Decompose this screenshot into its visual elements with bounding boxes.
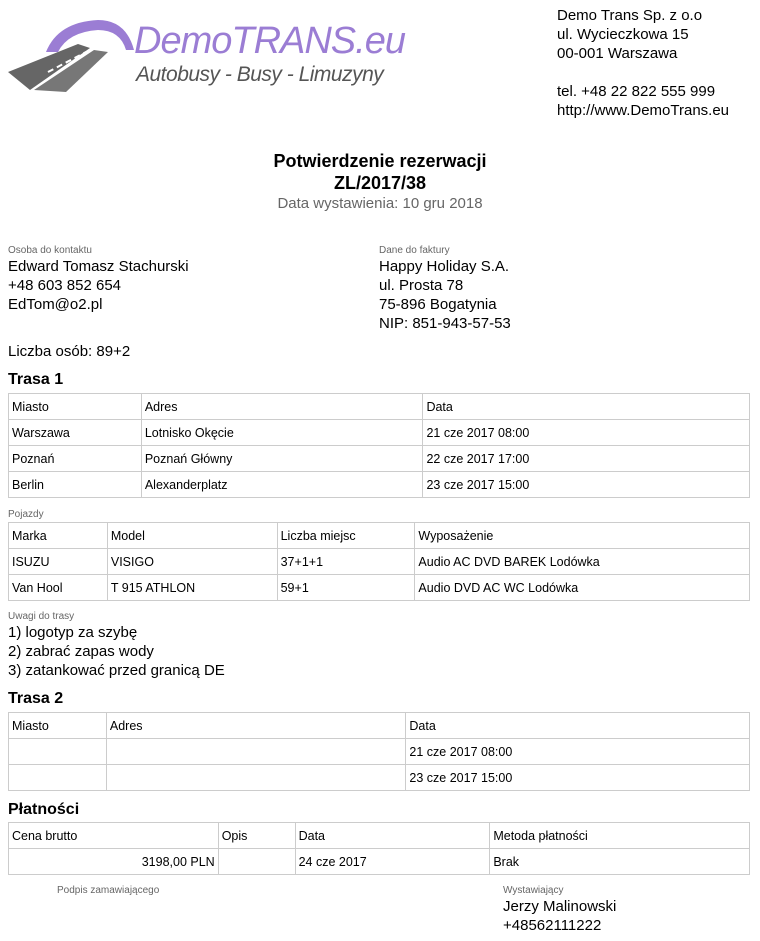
payments-table: [8, 822, 750, 875]
header-cell: Marka: [9, 523, 108, 549]
table-row: [9, 575, 750, 601]
table-header-row: [9, 394, 750, 420]
logo-tagline: Autobusy - Busy - Limuzyny: [136, 63, 384, 86]
issuer-phone: +48562111222: [503, 917, 602, 934]
company-street: ul. Wycieczkowa 15: [557, 26, 689, 43]
route1-title: Trasa 1: [8, 371, 64, 388]
company-address: [557, 6, 729, 120]
invoice-nip: NIP: 851-943-57-53: [379, 315, 511, 332]
header-cell: Adres: [106, 713, 406, 739]
company-phone: tel. +48 22 822 555 999: [557, 83, 716, 100]
note-line: 3) zatankować przed granicą DE: [8, 662, 225, 679]
payments-title: Płatności: [8, 801, 80, 818]
date-cell: 23 cze 2017 15:00: [423, 472, 750, 498]
route1-table: [8, 393, 750, 498]
document-header: [0, 150, 760, 214]
address-cell: [106, 765, 406, 791]
header-cell: Miasto: [9, 394, 142, 420]
city-cell: Warszawa: [9, 420, 142, 446]
header-cell: Wyposażenie: [415, 523, 750, 549]
seats-cell: 59+1: [277, 575, 415, 601]
description-cell: [218, 849, 295, 875]
company-name: Demo Trans Sp. z o.o: [557, 7, 703, 24]
address-cell: Alexanderplatz: [141, 472, 423, 498]
address-cell: Lotnisko Okęcie: [141, 420, 423, 446]
table-row: [9, 739, 750, 765]
table-row: [9, 765, 750, 791]
table-header-row: [9, 523, 750, 549]
price-cell: 3198,00 PLN: [9, 849, 219, 875]
issuer-block: [503, 884, 616, 935]
date-cell: 21 cze 2017 08:00: [423, 420, 750, 446]
header-cell: Data: [295, 823, 490, 849]
model-cell: T 915 ATHLON: [107, 575, 277, 601]
invoice-company: Happy Holiday S.A.: [379, 258, 510, 275]
header-cell: Miasto: [9, 713, 107, 739]
issuer-label: Wystawiający: [503, 885, 564, 896]
model-cell: VISIGO: [107, 549, 277, 575]
city-cell: Berlin: [9, 472, 142, 498]
table-row: [9, 420, 750, 446]
method-cell: Brak: [490, 849, 750, 875]
company-logo: [8, 12, 405, 92]
city-cell: [9, 739, 107, 765]
header-cell: Data: [423, 394, 750, 420]
brand-cell: ISUZU: [9, 549, 108, 575]
invoice-label: Dane do faktury: [379, 245, 450, 256]
document-number: ZL/2017/38: [333, 173, 427, 193]
date-cell: 24 cze 2017: [295, 849, 490, 875]
customer-signature: [57, 884, 159, 897]
document-title: Potwierdzenie rezerwacji: [273, 151, 487, 171]
note-line: 2) zabrać zapas wody: [8, 643, 154, 660]
road-logo-icon: [8, 12, 138, 92]
table-row: [9, 446, 750, 472]
invoice-city: 75-896 Bogatynia: [379, 296, 497, 313]
table-row: [9, 849, 750, 875]
contact-label: Osoba do kontaktu: [8, 245, 92, 256]
header-cell: Opis: [218, 823, 295, 849]
table-row: [9, 549, 750, 575]
address-cell: [106, 739, 406, 765]
vehicles-label: Pojazdy: [8, 509, 44, 520]
table-header-row: [9, 823, 750, 849]
note-line: 1) logotyp za szybę: [8, 624, 138, 641]
vehicles-table: [8, 522, 750, 601]
logo-brand-text: DemoTRANS.eu: [134, 20, 405, 62]
invoice-block: [379, 244, 511, 333]
company-city: 00-001 Warszawa: [557, 45, 678, 62]
company-website[interactable]: http://www.DemoTrans.eu: [557, 102, 730, 119]
header-cell: Cena brutto: [9, 823, 219, 849]
route2-title: Trasa 2: [8, 690, 64, 707]
invoice-street: ul. Prosta 78: [379, 277, 464, 294]
equipment-cell: Audio AC DVD BAREK Lodówka: [415, 549, 750, 575]
signature-label: Podpis zamawiającego: [57, 885, 160, 896]
contact-name: Edward Tomasz Stachurski: [8, 258, 189, 275]
date-cell: 21 cze 2017 08:00: [406, 739, 750, 765]
header-cell: Liczba miejsc: [277, 523, 415, 549]
brand-cell: Van Hool: [9, 575, 108, 601]
header-cell: Metoda płatności: [490, 823, 750, 849]
header-cell: Model: [107, 523, 277, 549]
date-cell: 22 cze 2017 17:00: [423, 446, 750, 472]
seats-cell: 37+1+1: [277, 549, 415, 575]
header-cell: Adres: [141, 394, 423, 420]
route2-table: [8, 712, 750, 791]
table-header-row: [9, 713, 750, 739]
equipment-cell: Audio DVD AC WC Lodówka: [415, 575, 750, 601]
contact-email: EdTom@o2.pl: [8, 296, 103, 313]
date-cell: 23 cze 2017 15:00: [406, 765, 750, 791]
address-cell: Poznań Główny: [141, 446, 423, 472]
contact-phone: +48 603 852 654: [8, 277, 122, 294]
header-cell: Data: [406, 713, 750, 739]
contact-block: [8, 244, 189, 314]
persons-count: Liczba osób: 89+2: [8, 343, 131, 360]
route-notes: [8, 610, 225, 680]
table-row: [9, 472, 750, 498]
city-cell: Poznań: [9, 446, 142, 472]
notes-label: Uwagi do trasy: [8, 611, 75, 622]
issue-date: Data wystawienia: 10 gru 2018: [277, 195, 483, 212]
city-cell: [9, 765, 107, 791]
issuer-name: Jerzy Malinowski: [503, 898, 617, 915]
